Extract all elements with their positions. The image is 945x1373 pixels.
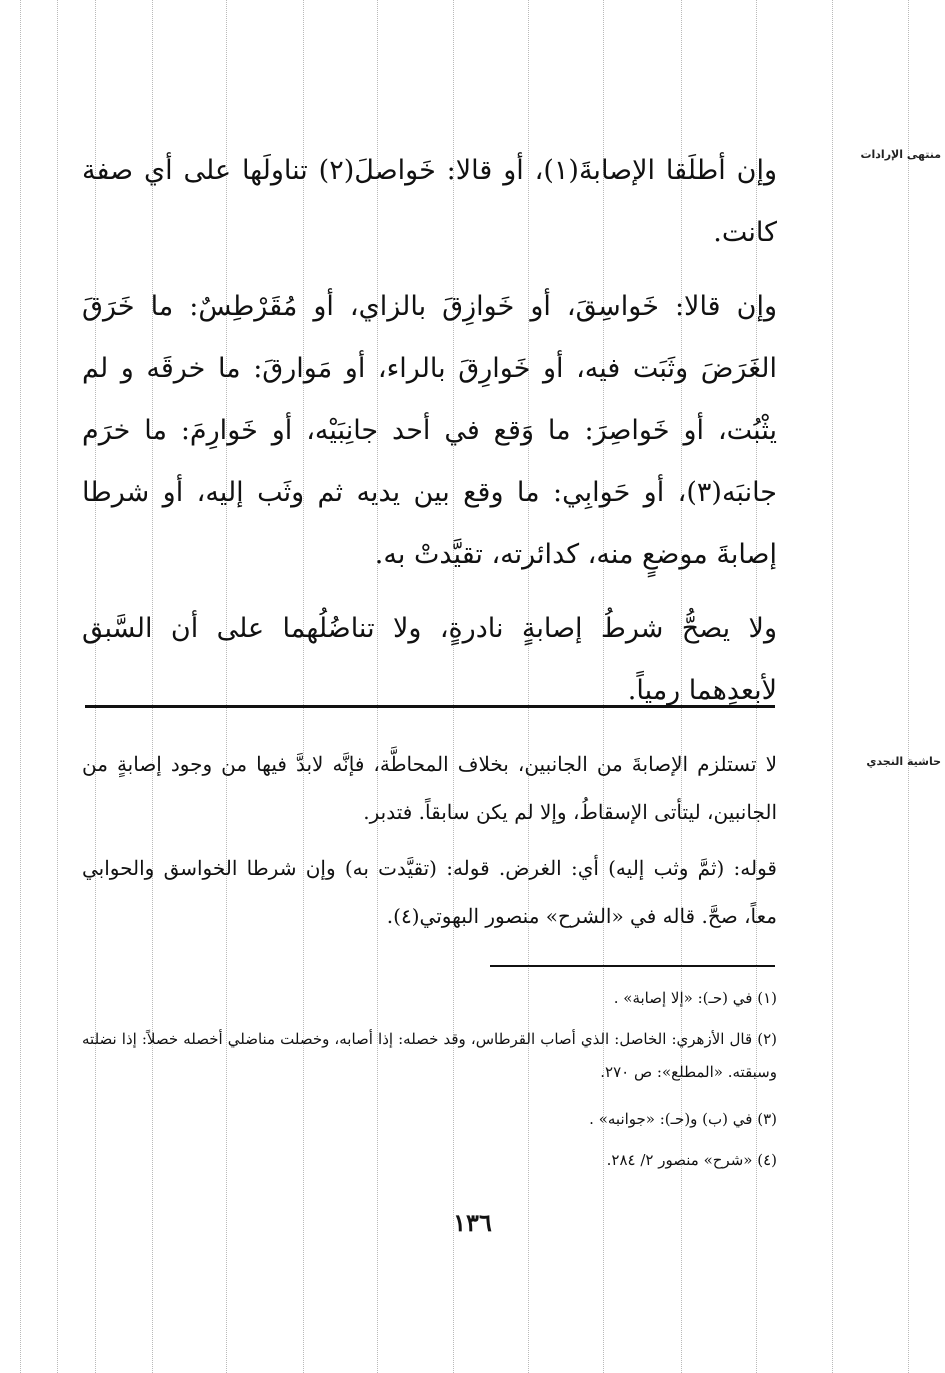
footnote: (٤) «شرح» منصور ٢/ ٢٨٤. (606, 1151, 777, 1169)
footnote: (٣) في (ب) و(حـ): «جوانبه» . (589, 1110, 777, 1128)
hashiya-label: حاشية النجدي (866, 755, 941, 768)
running-header: منتهى الإرادات (860, 148, 941, 161)
main-paragraph: وإن قالا: خَواسِقَ، أو خَوازِقَ بالزاي، أو مُقَرْطِسٌ: ما خَرَقَ الغَرَضَ وثَبَت فيه، أو خَوارِقَ بالراء، أو مَوارقَ: ما خرقَه و لم يثْبُت، أو خَواصِرَ: ما وَقع في أحد جانِبَيْه، أو خَوارِمَ: ما خرَم جانبَه(٣)، أو حَوابِي: ما وقع بين يديه ثم وثَب إليه، أو شرطا إصابةَ موضعٍ منه، كدائرته، تقيَّدتْ به. (82, 291, 777, 570)
footnote-rule (490, 965, 775, 967)
main-paragraph: وإن أطلَقا الإصابةَ(١)، أو قالا: خَواصلَ(٢) تناولَها على أي صفة كانت. (82, 155, 777, 248)
main-text (82, 140, 777, 722)
grid-line (57, 0, 58, 1373)
hashiya-text (82, 740, 777, 940)
grid-line (908, 0, 909, 1373)
grid-line (832, 0, 833, 1373)
hashiya-paragraph: لا تستلزم الإصابةَ من الجانبين، بخلاف المحاطَّة، فإنَّه لابدَّ فيها من وجود إصابةٍ من الجانبين، ليتأتى الإسقاطُ، وإلا لم يكن سابقاً. فتدبر. (82, 752, 777, 824)
footnote: (١) في (حـ): «إلا إصابة» . (613, 989, 777, 1007)
hashiya-paragraph: قوله: (ثمَّ وثب إليه) أي: الغرض. قوله: (تقيَّدت به) وإن شرطا الخواسق والحوابي معاً، صحَّ. قاله في «الشرح» منصور البهوتي(٤). (82, 856, 777, 928)
footnotes (82, 982, 777, 1185)
page-number: ١٣٦ (453, 1208, 492, 1237)
main-paragraph: ولا يصحُّ شرطُ إصابةٍ نادرةٍ، ولا تناضُلُهما على أن السَّبق لأبعدِهما رمياً. (82, 613, 777, 706)
separator-rule (85, 705, 775, 708)
footnote: (٢) قال الأزهري: الخاصل: الذي أصاب القرطاس، وقد خصله: إذا أصابه، وخصلت مناضلي أخصله خصلاً: إذا نضلته وسبقته. «المطلع»: ص ٢٧٠. (82, 1030, 777, 1081)
grid-line (20, 0, 21, 1373)
